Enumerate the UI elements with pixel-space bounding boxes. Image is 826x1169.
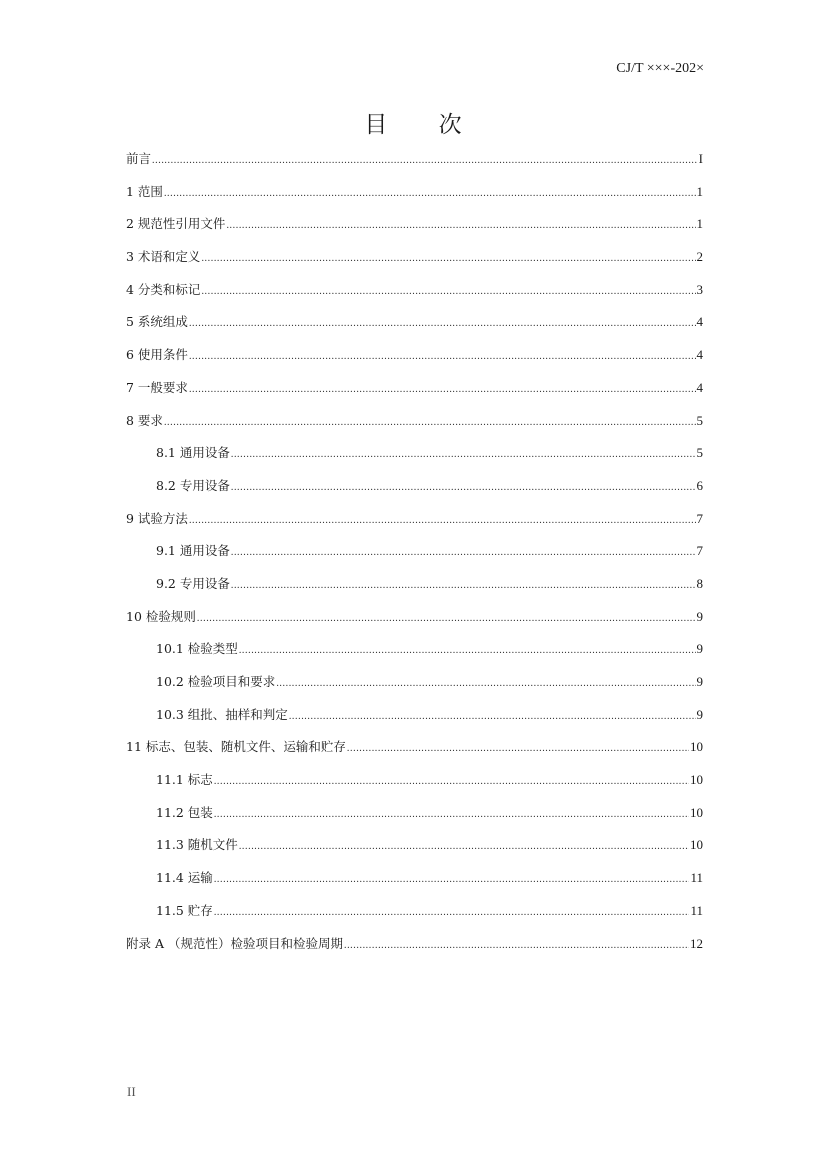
toc-entry[interactable] [126,699,703,732]
toc-leader-dots [289,701,696,734]
toc-entry-page: 4 [696,314,703,330]
toc-entry[interactable] [126,306,703,339]
toc-entry-label: 1 范围 [126,183,163,199]
toc-entry-page: 10 [690,837,703,853]
toc-entry-page: 10 [690,739,703,755]
toc-entry-label: 3 术语和定义 [126,249,201,265]
toc-leader-dots [164,178,696,211]
toc-leader-dots [214,766,689,799]
toc-entry[interactable] [126,503,703,536]
toc-entry[interactable] [126,470,703,503]
toc-leader-dots [197,603,696,636]
toc-entry-page: 9 [696,706,703,722]
toc-entry[interactable] [126,862,703,895]
toc-entry-label: 11 标志、包装、随机文件、运输和贮存 [126,739,346,755]
toc-entry-page: 7 [696,510,703,526]
toc-leader-dots [214,897,690,930]
toc-entry-label: 9.1 通用设备 [156,543,230,559]
toc-entry[interactable] [126,568,703,601]
toc-entry-label: 11.5 贮存 [156,902,213,918]
toc-entry-label: 11.1 标志 [156,772,213,788]
toc-leader-dots [201,243,695,276]
toc-leader-dots [201,276,695,309]
toc-entry-label: 10.1 检验类型 [156,641,238,657]
toc-entry[interactable] [126,797,703,830]
toc-entry-label: 前言 [126,151,152,166]
toc-entry-label: 8.1 通用设备 [156,445,230,461]
toc-entry-page: 11 [690,902,703,918]
table-of-contents [126,143,703,960]
toc-entry-label: 5 系统组成 [126,314,188,330]
toc-entry-label: 2 规范性引用文件 [126,216,226,232]
toc-entry-page: 9 [696,608,703,624]
toc-entry[interactable] [126,405,703,438]
toc-entry-page: 1 [696,183,703,199]
toc-leader-dots [231,439,696,472]
toc-entry[interactable] [126,764,703,797]
toc-entry-label: 9.2 专用设备 [156,575,230,591]
page-number: II [127,1084,136,1099]
toc-entry-page: 11 [690,870,703,886]
toc-leader-dots [276,668,695,701]
toc-entry-label: 7 一般要求 [126,379,188,395]
toc-leader-dots [239,635,696,668]
toc-entry-page: I [698,151,703,166]
toc-title: 目 次 [364,112,484,138]
toc-entry-page: 2 [696,249,703,265]
toc-entry-page: 8 [696,575,703,591]
toc-leader-dots [239,831,689,864]
toc-entry-label: 11.2 包装 [156,804,213,820]
toc-leader-dots [189,505,696,538]
toc-entry[interactable] [126,208,703,241]
toc-entry-label: 11.3 随机文件 [156,837,238,853]
toc-entry[interactable] [126,274,703,307]
toc-entry-page: 9 [696,641,703,657]
toc-entry[interactable] [126,437,703,470]
toc-entry[interactable] [126,143,703,176]
toc-entry-page: 1 [696,216,703,232]
toc-entry-label: 10 检验规则 [126,608,196,624]
toc-leader-dots [164,407,696,440]
toc-entry-label: 9 试验方法 [126,510,188,526]
toc-entry[interactable] [126,928,703,961]
toc-leader-dots [214,799,689,832]
toc-entry[interactable] [126,601,703,634]
toc-entry[interactable] [126,895,703,928]
toc-entry-label: 附录 A （规范性）检验项目和检验周期 [126,935,343,951]
toc-entry-page: 10 [690,772,703,788]
toc-leader-dots [189,308,696,341]
toc-entry[interactable] [126,339,703,372]
toc-entry-page: 10 [690,804,703,820]
toc-entry-page: 12 [690,935,703,951]
toc-entry-page: 6 [696,477,703,493]
toc-entry-label: 8 要求 [126,412,163,428]
toc-entry-page: 4 [696,347,703,363]
toc-entry-label: 6 使用条件 [126,347,188,363]
standard-code: CJ/T ×××-202× [616,61,704,76]
toc-leader-dots [226,210,695,243]
toc-leader-dots [231,570,696,603]
toc-entry-label: 10.3 组批、抽样和判定 [156,706,288,722]
toc-entry-label: 4 分类和标记 [126,281,201,297]
toc-entry-page: 5 [696,412,703,428]
toc-leader-dots [152,145,698,178]
toc-entry-page: 7 [696,543,703,559]
toc-entry[interactable] [126,176,703,209]
toc-entry-label: 8.2 专用设备 [156,477,230,493]
toc-entry-page: 9 [696,674,703,689]
toc-leader-dots [214,864,690,897]
toc-leader-dots [344,930,689,963]
toc-entry-page: 4 [696,379,703,395]
toc-entry[interactable] [126,829,703,862]
toc-entry[interactable] [126,731,703,764]
toc-entry-page: 5 [696,445,703,461]
toc-entry-label: 11.4 运输 [156,870,213,886]
toc-entry[interactable] [126,372,703,405]
toc-entry[interactable] [126,241,703,274]
toc-entry[interactable] [126,535,703,568]
toc-leader-dots [347,733,689,766]
toc-leader-dots [231,537,696,570]
toc-entry[interactable] [126,633,703,666]
toc-entry-label: 10.2 检验项目和要求 [156,674,276,689]
toc-leader-dots [189,374,696,407]
toc-entry-page: 3 [696,281,703,297]
toc-leader-dots [231,472,696,505]
toc-entry[interactable] [126,666,703,699]
toc-leader-dots [189,341,696,374]
